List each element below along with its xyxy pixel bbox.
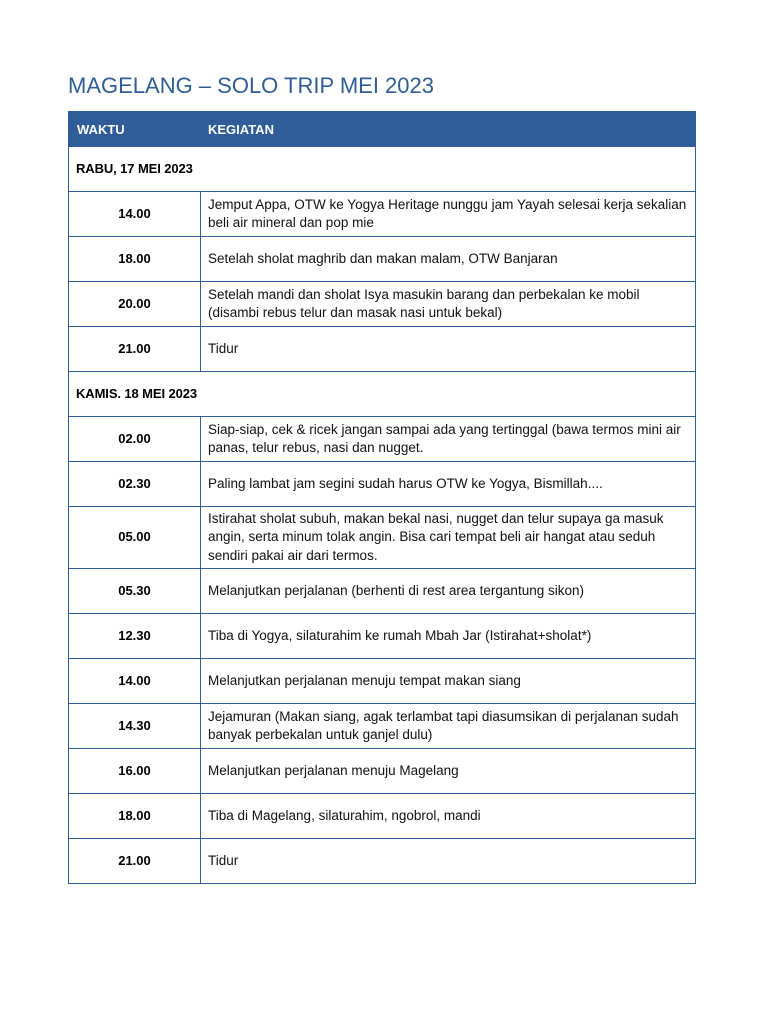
day-row bbox=[69, 147, 696, 192]
time-cell: 20.00 bbox=[69, 282, 201, 327]
time-cell: 14.00 bbox=[69, 192, 201, 237]
table-row bbox=[69, 282, 696, 327]
activity-cell: Melanjutkan perjalanan menuju tempat makan siang bbox=[201, 659, 696, 704]
page-title: MAGELANG – SOLO TRIP MEI 2023 bbox=[68, 73, 434, 98]
time-cell: 05.00 bbox=[69, 507, 201, 569]
activity-cell: Jemput Appa, OTW ke Yogya Heritage nunggu jam Yayah selesai kerja sekalian beli air mineral dan pop mie bbox=[201, 192, 696, 237]
activity-cell: Tidur bbox=[201, 327, 696, 372]
activity-cell: Setelah mandi dan sholat Isya masukin barang dan perbekalan ke mobil (disambi rebus telur dan masak nasi untuk bekal) bbox=[201, 282, 696, 327]
schedule-table bbox=[68, 111, 696, 884]
activity-cell: Melanjutkan perjalanan (berhenti di rest area tergantung sikon) bbox=[201, 569, 696, 614]
table-body bbox=[69, 147, 696, 884]
table-row bbox=[69, 237, 696, 282]
activity-cell: Melanjutkan perjalanan menuju Magelang bbox=[201, 749, 696, 794]
day-row bbox=[69, 372, 696, 417]
activity-cell: Setelah sholat maghrib dan makan malam, OTW Banjaran bbox=[201, 237, 696, 282]
time-cell: 14.00 bbox=[69, 659, 201, 704]
table-row bbox=[69, 749, 696, 794]
day-label: RABU, 17 MEI 2023 bbox=[69, 147, 696, 192]
time-cell: 02.00 bbox=[69, 417, 201, 462]
activity-cell: Tiba di Magelang, silaturahim, ngobrol, mandi bbox=[201, 794, 696, 839]
header-waktu: WAKTU bbox=[69, 112, 201, 147]
table-row bbox=[69, 507, 696, 569]
activity-cell: Istirahat sholat subuh, makan bekal nasi, nugget dan telur supaya ga masuk angin, serta minum tolak angin. Bisa cari tempat beli air hangat atau seduh sendiri pakai air dari termos. bbox=[201, 507, 696, 569]
time-cell: 18.00 bbox=[69, 794, 201, 839]
activity-cell: Tidur bbox=[201, 839, 696, 884]
table-row bbox=[69, 839, 696, 884]
table-row bbox=[69, 659, 696, 704]
time-cell: 02.30 bbox=[69, 462, 201, 507]
table-row bbox=[69, 327, 696, 372]
activity-cell: Paling lambat jam segini sudah harus OTW ke Yogya, Bismillah.... bbox=[201, 462, 696, 507]
time-cell: 05.30 bbox=[69, 569, 201, 614]
table-row bbox=[69, 192, 696, 237]
table-row bbox=[69, 614, 696, 659]
table-row bbox=[69, 794, 696, 839]
header-kegiatan: KEGIATAN bbox=[201, 112, 696, 147]
activity-cell: Siap-siap, cek & ricek jangan sampai ada yang tertinggal (bawa termos mini air panas, telur rebus, nasi dan nugget. bbox=[201, 417, 696, 462]
table-row bbox=[69, 704, 696, 749]
table-row bbox=[69, 417, 696, 462]
time-cell: 14.30 bbox=[69, 704, 201, 749]
time-cell: 21.00 bbox=[69, 839, 201, 884]
day-label: KAMIS. 18 MEI 2023 bbox=[69, 372, 696, 417]
time-cell: 12.30 bbox=[69, 614, 201, 659]
table-row bbox=[69, 569, 696, 614]
table-header bbox=[69, 112, 696, 147]
time-cell: 16.00 bbox=[69, 749, 201, 794]
time-cell: 18.00 bbox=[69, 237, 201, 282]
activity-cell: Jejamuran (Makan siang, agak terlambat tapi diasumsikan di perjalanan sudah banyak perbekalan untuk ganjel dulu) bbox=[201, 704, 696, 749]
header-row bbox=[69, 112, 696, 147]
table-row bbox=[69, 462, 696, 507]
activity-cell: Tiba di Yogya, silaturahim ke rumah Mbah Jar (Istirahat+sholat*) bbox=[201, 614, 696, 659]
time-cell: 21.00 bbox=[69, 327, 201, 372]
